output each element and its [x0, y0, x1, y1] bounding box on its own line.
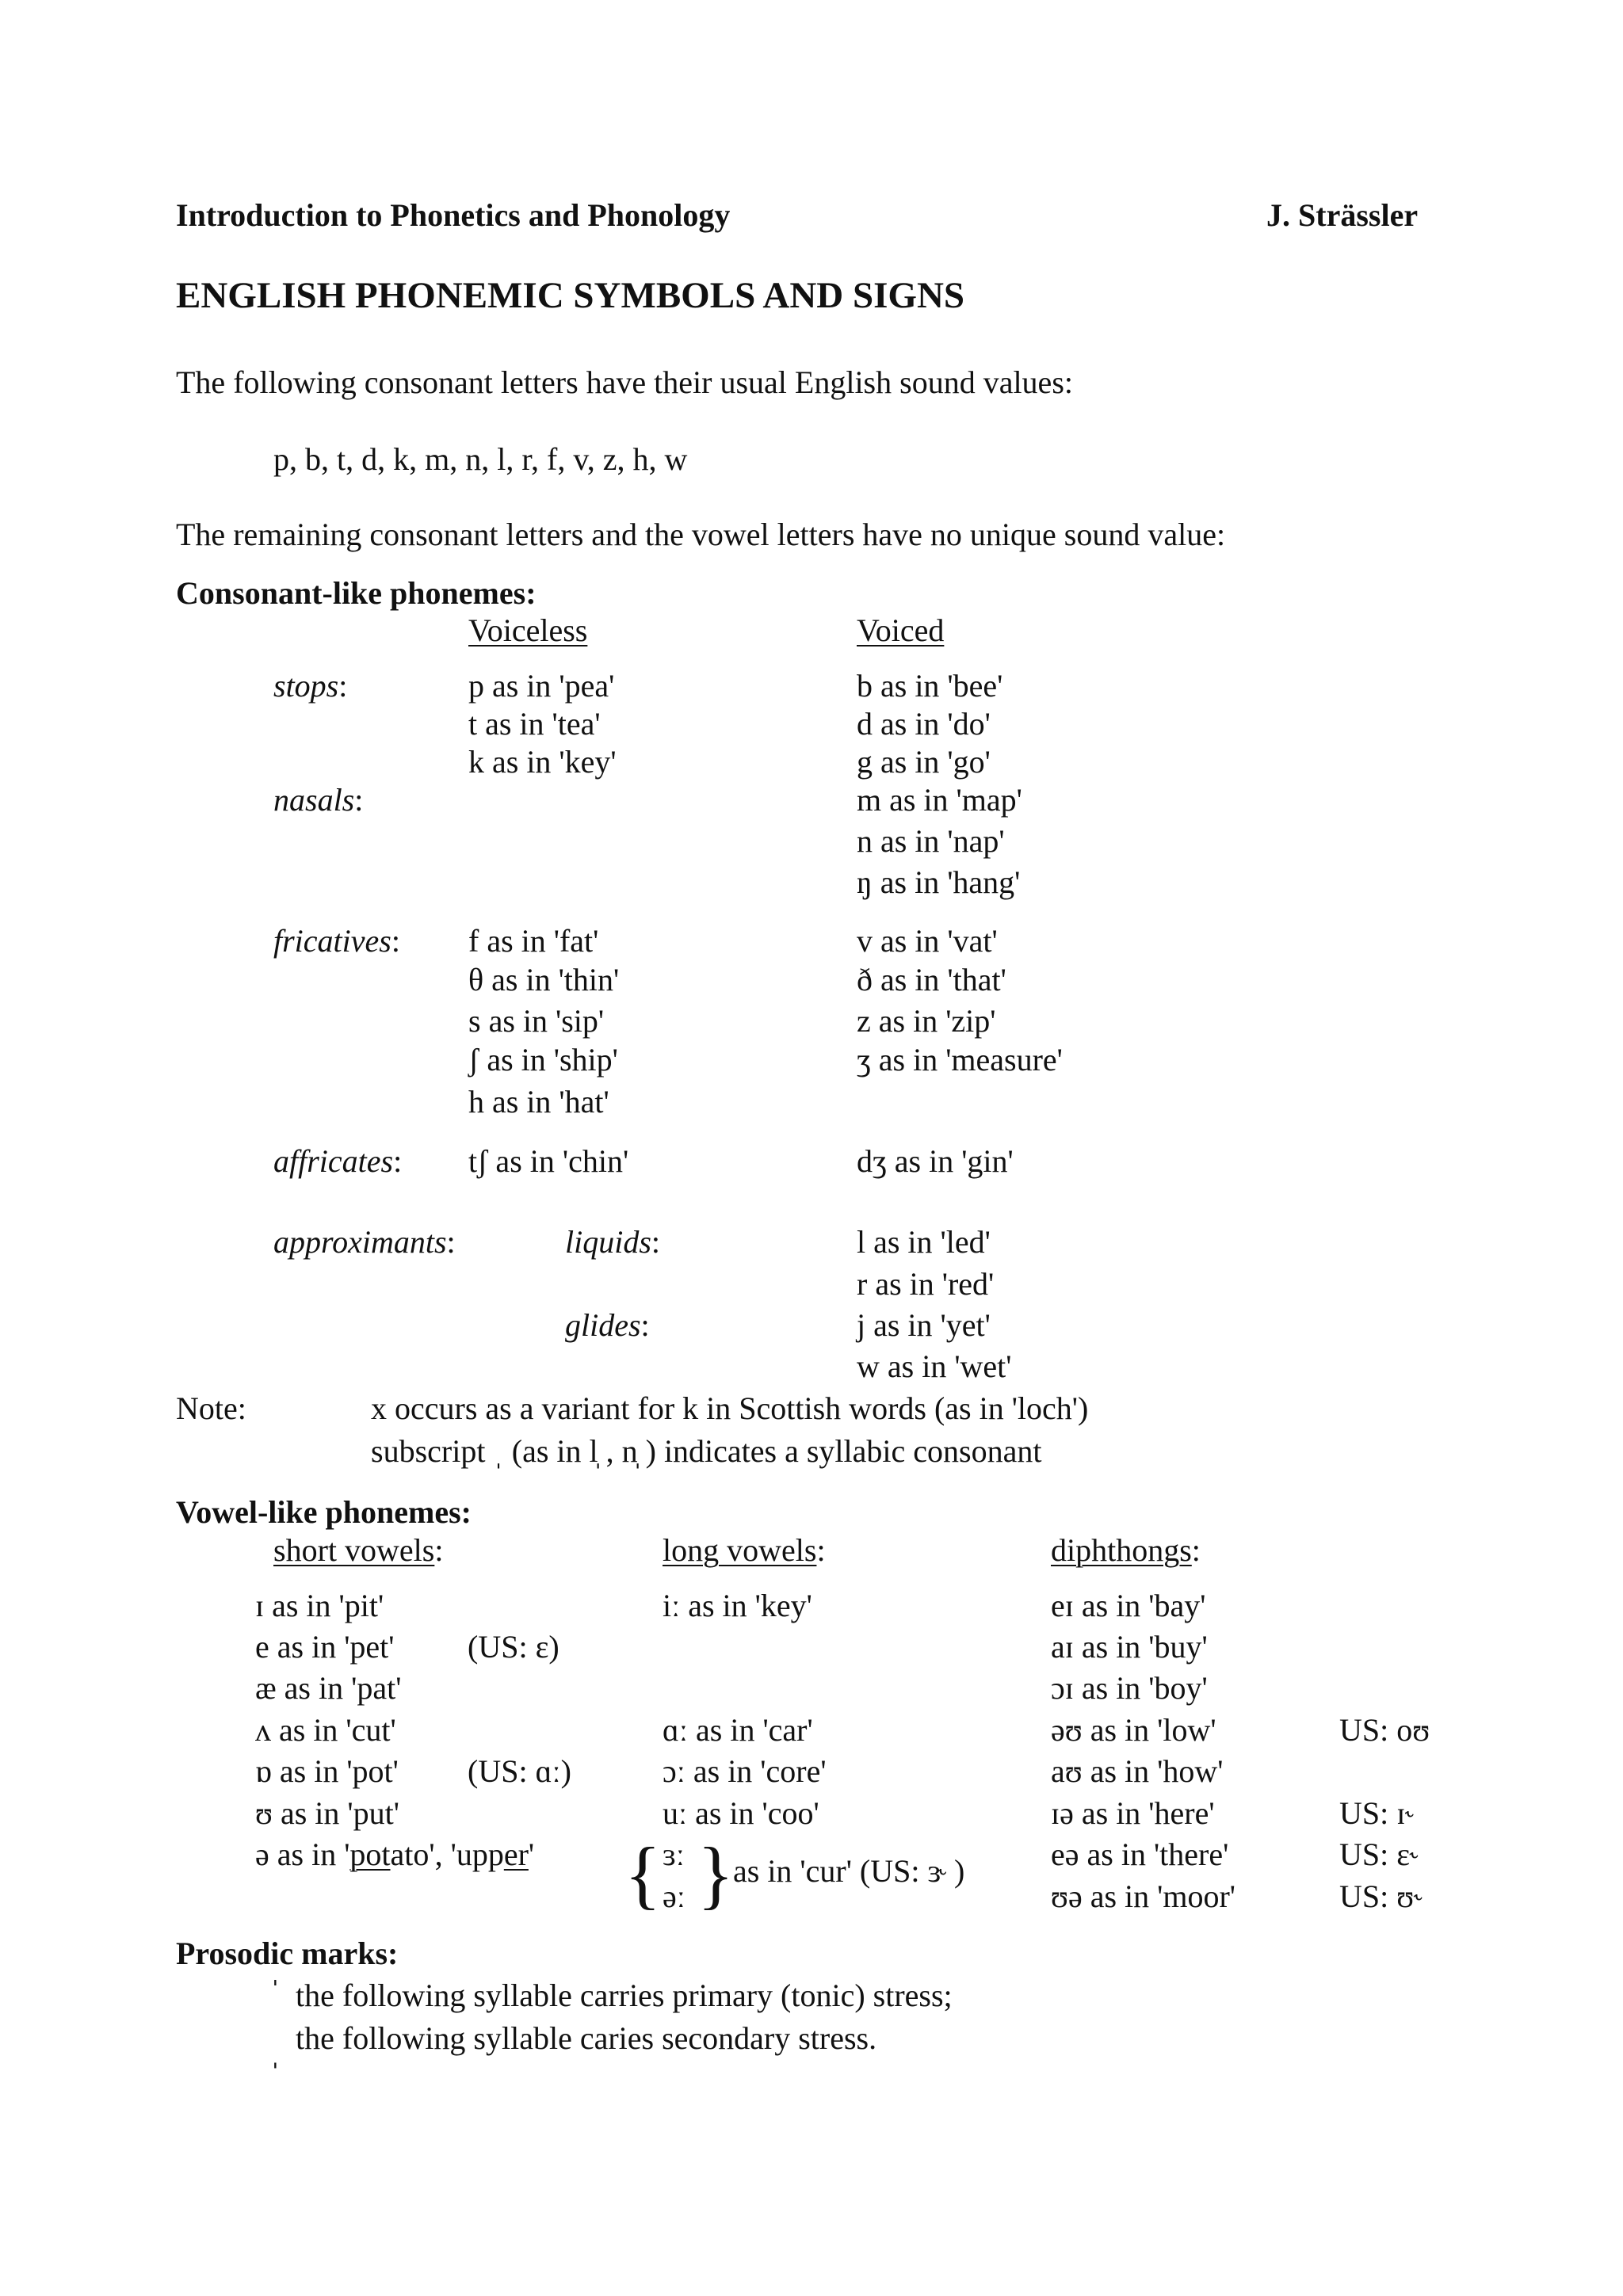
phoneme-b: b as in 'bee' — [857, 668, 1003, 704]
phoneme-sh: ʃ as in 'ship' — [468, 1042, 618, 1077]
diphthong-how: aʊ as in 'how' — [1051, 1753, 1224, 1789]
note-line-1: x occurs as a variant for k in Scottish words (as in 'loch') — [371, 1390, 1089, 1426]
phoneme-p: p as in 'pea' — [468, 668, 615, 704]
consonants-heading: Consonant-like phonemes: — [176, 575, 537, 611]
phoneme-dzh: dʒ as in 'gin' — [857, 1143, 1014, 1179]
phoneme-theta: θ as in 'thin' — [468, 962, 620, 997]
primary-stress-text: the following syllable carries primary (tonic) stress; — [296, 1978, 953, 2013]
secondary-stress-mark: ˌ — [269, 2030, 281, 2069]
phoneme-l: l as in 'led' — [857, 1224, 991, 1260]
phoneme-ch: tʃ as in 'chin' — [468, 1143, 629, 1179]
phoneme-j: j as in 'yet' — [857, 1307, 991, 1343]
phoneme-ng: ŋ as in 'hang' — [857, 864, 1021, 900]
diphthong-there-us: US: ɛ˞ — [1339, 1836, 1421, 1872]
affricates-label: affricates: — [273, 1143, 403, 1179]
phoneme-s: s as in 'sip' — [468, 1003, 605, 1039]
diphthong-there: eə as in 'there' — [1051, 1836, 1229, 1872]
long-vowel-er-2: əː — [663, 1878, 685, 1914]
short-vowel-schwa: ə as in 'potato', 'upper' — [255, 1836, 535, 1872]
long-vowels-header: long vowels: — [663, 1532, 826, 1568]
short-vowel-pot: ɒ as in 'pot' — [255, 1753, 399, 1789]
phoneme-k: k as in 'key' — [468, 744, 617, 780]
short-vowel-pet: e as in 'pet' — [255, 1629, 395, 1665]
short-vowel-pet-us: (US: ε) — [468, 1629, 559, 1665]
phoneme-zh: ʒ as in 'measure' — [857, 1042, 1063, 1077]
voiceless-column-header: Voiceless — [468, 612, 588, 648]
secondary-stress-text: the following syllable caries secondary stress. — [296, 2020, 877, 2056]
stops-label: stops: — [273, 668, 348, 704]
author-name: J. Strässler — [1266, 197, 1419, 233]
diphthong-boy: ɔɪ as in 'boy' — [1051, 1670, 1208, 1706]
course-title: Introduction to Phonetics and Phonology — [176, 197, 731, 233]
long-vowel-coo: uː as in 'coo' — [663, 1795, 819, 1831]
phoneme-eth: ð as in 'that' — [857, 962, 1006, 997]
voiced-column-header: Voiced — [857, 612, 945, 648]
phoneme-v: v as in 'vat' — [857, 923, 998, 959]
long-vowel-car: ɑː as in 'car' — [663, 1712, 813, 1748]
note-line-2: subscript ˌ (as in l̩ , n̩ ) indicates a syllabic consonant — [371, 1433, 1042, 1469]
long-vowel-key: iː as in 'key' — [663, 1588, 812, 1623]
page-title: ENGLISH PHONEMIC SYMBOLS AND SIGNS — [176, 275, 965, 316]
phoneme-m: m as in 'map' — [857, 782, 1022, 818]
short-vowel-pat: æ as in 'pat' — [255, 1670, 402, 1706]
note-label: Note: — [176, 1390, 246, 1426]
phoneme-z: z as in 'zip' — [857, 1003, 996, 1039]
short-vowel-cut: ʌ as in 'cut' — [255, 1712, 396, 1748]
short-vowels-header: short vowels: — [273, 1532, 444, 1568]
short-vowel-put: ʊ as in 'put' — [255, 1795, 399, 1831]
phoneme-n: n as in 'nap' — [857, 823, 1005, 859]
phoneme-d: d as in 'do' — [857, 706, 991, 742]
vowels-heading: Vowel-like phonemes: — [176, 1494, 472, 1530]
short-vowel-pot-us: (US: ɑː) — [468, 1753, 571, 1789]
long-vowel-er-1: ɜː — [663, 1836, 685, 1872]
diphthong-bay: eɪ as in 'bay' — [1051, 1588, 1206, 1623]
phoneme-f: f as in 'fat' — [468, 923, 599, 959]
short-vowel-pit: ɪ as in 'pit' — [255, 1588, 384, 1623]
diphthong-low: əʊ as in 'low' — [1051, 1712, 1216, 1748]
diphthong-here-us: US: ɪ˞ — [1339, 1795, 1416, 1831]
phoneme-w: w as in 'wet' — [857, 1348, 1012, 1384]
phoneme-h: h as in 'hat' — [468, 1084, 609, 1119]
left-brace: { — [624, 1832, 662, 1917]
diphthongs-header: diphthongs: — [1051, 1532, 1201, 1568]
approximants-label: approximants: — [273, 1224, 456, 1260]
usual-letters: p, b, t, d, k, m, n, l, r, f, v, z, h, w — [273, 441, 688, 477]
fricatives-label: fricatives: — [273, 923, 400, 959]
right-brace: } — [697, 1832, 735, 1917]
prosodic-heading: Prosodic marks: — [176, 1936, 399, 1971]
diphthong-here: ɪə as in 'here' — [1051, 1795, 1215, 1831]
diphthong-moor-us: US: ʊ˞ — [1339, 1878, 1425, 1914]
intro-line-2: The remaining consonant letters and the vowel letters have no unique sound value: — [176, 517, 1226, 552]
diphthong-moor: ʊə as in 'moor' — [1051, 1878, 1235, 1914]
long-vowel-cur: as in 'cur' (US: ɝ ) — [733, 1853, 965, 1889]
liquids-label: liquids: — [565, 1224, 661, 1260]
phoneme-t: t as in 'tea' — [468, 706, 601, 742]
intro-line-1: The following consonant letters have their usual English sound values: — [176, 364, 1073, 400]
glides-label: glides: — [565, 1307, 650, 1343]
diphthong-buy: aɪ as in 'buy' — [1051, 1629, 1208, 1665]
long-vowel-core: ɔː as in 'core' — [663, 1753, 827, 1789]
primary-stress-mark: ˈ — [269, 1974, 281, 2012]
phoneme-g: g as in 'go' — [857, 744, 991, 780]
nasals-label: nasals: — [273, 782, 364, 818]
diphthong-low-us: US: oʊ — [1339, 1712, 1430, 1748]
phoneme-r: r as in 'red' — [857, 1266, 995, 1302]
